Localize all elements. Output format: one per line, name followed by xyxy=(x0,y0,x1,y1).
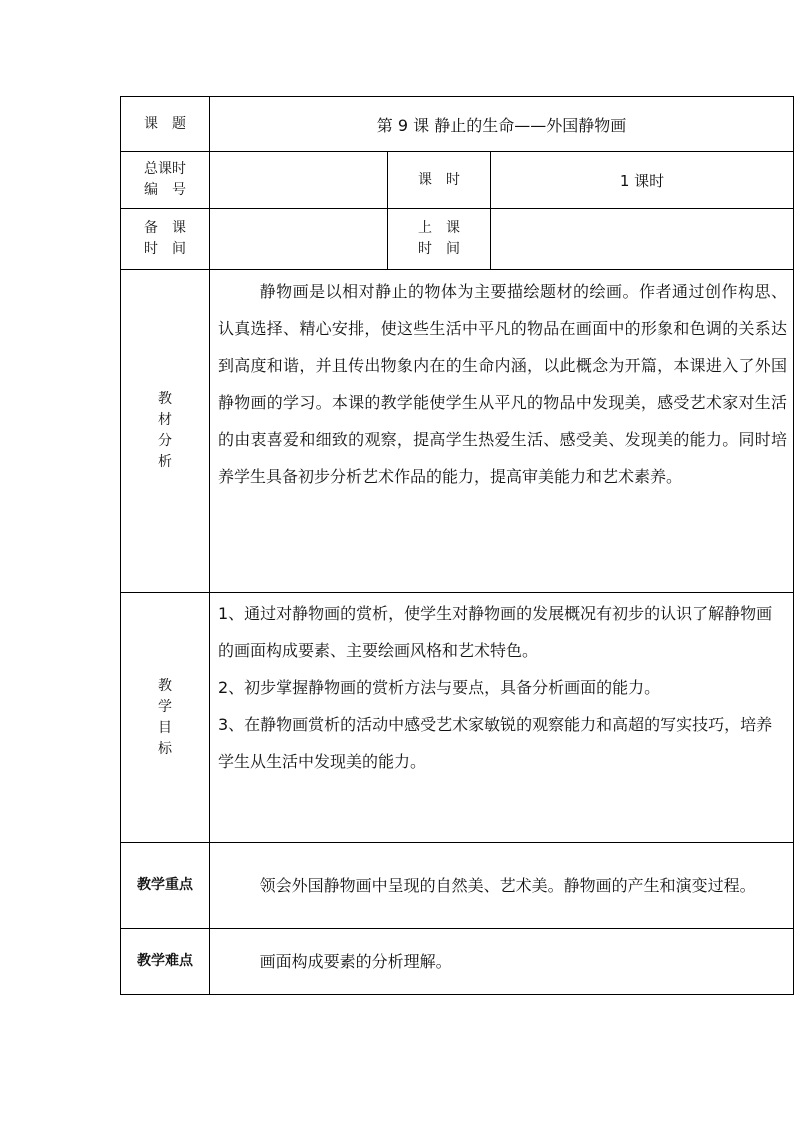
goal-item: 3、在静物画赏析的活动中感受艺术家敏锐的观察能力和高超的写实技巧，培养学生从生活中发现美的能力。 xyxy=(218,715,773,771)
goal-item: 1、通过对静物画的赏析，使学生对静物画的发展概况有初步的认识了解静物画的画面构成要素、主要绘画风格和艺术特色。 xyxy=(218,604,773,660)
prep-time-label xyxy=(121,209,210,270)
total-hours-value xyxy=(210,152,388,209)
topic-label: 课 题 xyxy=(121,97,210,152)
analysis-label-char: 析 xyxy=(158,454,172,470)
class-time-label xyxy=(388,209,491,270)
total-hours-row xyxy=(121,152,794,209)
total-hours-label-line2: 编 号 xyxy=(144,182,186,198)
difficulties-text: 画面构成要素的分析理解。 xyxy=(259,952,452,971)
time-row xyxy=(121,209,794,270)
topic-value: 第 9 课 静止的生命——外国静物画 xyxy=(210,97,794,152)
lesson-plan-table xyxy=(120,96,794,995)
prep-time-label-line1: 备 课 xyxy=(144,220,186,236)
goals-label-char: 标 xyxy=(158,740,172,757)
prep-time-value xyxy=(210,209,388,270)
analysis-label-char: 材 xyxy=(158,412,172,428)
analysis-label-char: 分 xyxy=(158,433,172,449)
difficulties-row xyxy=(121,929,794,995)
goals-label xyxy=(121,593,210,843)
analysis-row xyxy=(121,270,794,593)
goals-label-char: 学 xyxy=(158,698,172,715)
goals-content xyxy=(210,593,794,843)
period-label: 课 时 xyxy=(388,152,491,209)
class-time-value xyxy=(491,209,794,270)
goals-label-char: 教 xyxy=(158,677,172,694)
key-points-label: 教学重点 xyxy=(121,843,210,929)
total-hours-label-line1: 总课时 xyxy=(144,161,186,177)
difficulties-label: 教学难点 xyxy=(121,929,210,995)
analysis-label xyxy=(121,270,210,593)
topic-row xyxy=(121,97,794,152)
analysis-text: 静物画是以相对静止的物体为主要描绘题材的绘画。作者通过创作构思、认真选择、精心安排，使这些生活中平凡的物品在画面中的形象和色调的关系达到高度和谐，并且传出物象内在的生命内涵，以此概念为开篇，本课进入了外国静物画的学习。本课的教学能使学生从平凡的物品中发现美，感受艺术家对生活的由衷喜爱和细致的观察，提高学生热爱生活、感受美、发现美的能力。同时培养学生具备初步分析艺术作品的能力，提高审美能力和艺术素养。 xyxy=(218,282,787,486)
analysis-content xyxy=(210,270,794,593)
analysis-label-char: 教 xyxy=(158,391,172,407)
period-value: 1 课时 xyxy=(491,152,794,209)
goal-item: 2、初步掌握静物画的赏析方法与要点，具备分析画面的能力。 xyxy=(218,678,661,697)
key-points-text: 领会外国静物画中呈现的自然美、艺术美。静物画的产生和演变过程。 xyxy=(259,876,756,895)
key-points-row xyxy=(121,843,794,929)
goals-row xyxy=(121,593,794,843)
difficulties-content xyxy=(210,929,794,995)
class-time-label-line2: 时 间 xyxy=(418,241,460,257)
goals-label-char: 目 xyxy=(158,719,172,736)
class-time-label-line1: 上 课 xyxy=(418,220,460,236)
prep-time-label-line2: 时 间 xyxy=(144,241,186,257)
total-hours-label xyxy=(121,152,210,209)
key-points-content xyxy=(210,843,794,929)
